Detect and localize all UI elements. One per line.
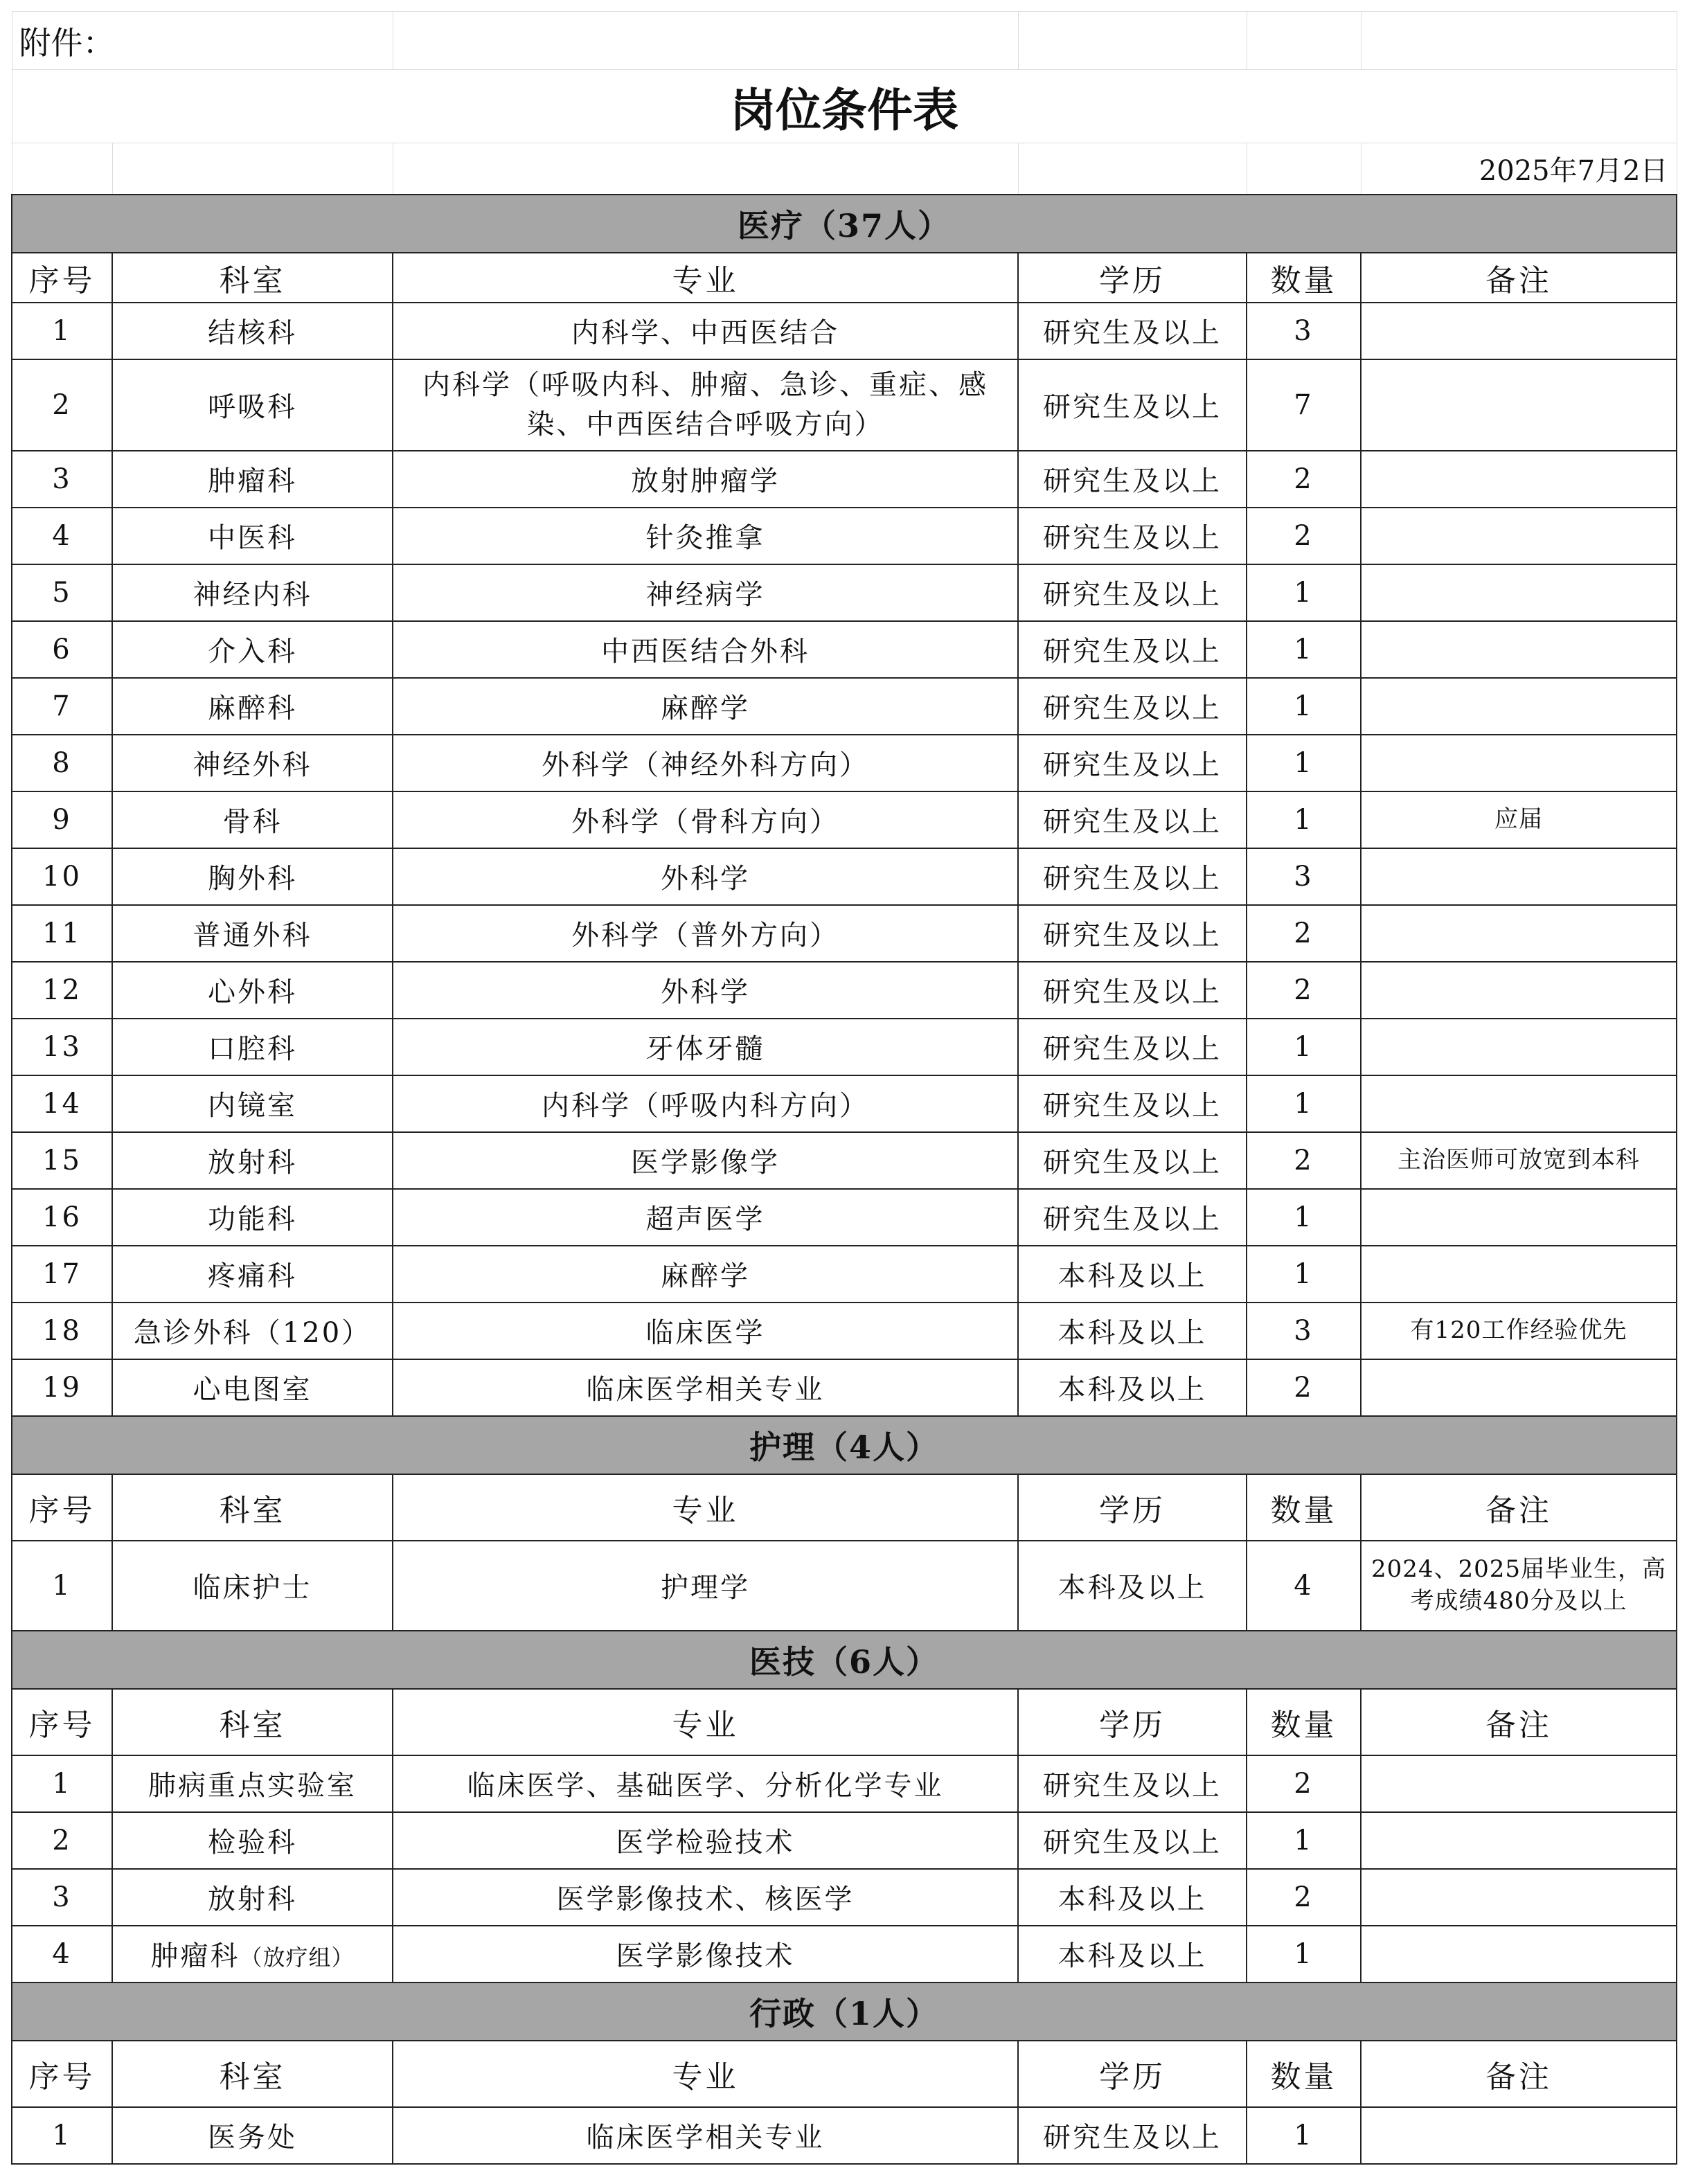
title-row	[12, 70, 1677, 143]
column-header: 科室	[112, 253, 393, 303]
column-header: 专业	[393, 1474, 1018, 1541]
cell-dept: 功能科	[112, 1189, 393, 1246]
table-row	[12, 1189, 1677, 1246]
table-row	[12, 735, 1677, 791]
table-row	[12, 1019, 1677, 1075]
cell-major: 内科学（呼吸内科方向）	[393, 1075, 1018, 1132]
cell-dept: 放射科	[112, 1132, 393, 1189]
cell-count: 3	[1247, 848, 1361, 905]
cell-major: 神经病学	[393, 564, 1018, 621]
cell-no: 4	[12, 508, 112, 564]
cell-edu: 研究生及以上	[1018, 1019, 1247, 1075]
table-row	[12, 508, 1677, 564]
cell-dept	[112, 1926, 393, 1982]
cell-no: 3	[12, 1869, 112, 1926]
cell-edu: 研究生及以上	[1018, 791, 1247, 848]
cell-dept: 放射科	[112, 1869, 393, 1926]
cell-no: 18	[12, 1303, 112, 1359]
cell-dept: 骨科	[112, 791, 393, 848]
column-header: 备注	[1361, 1474, 1677, 1541]
page-title: 岗位条件表	[12, 70, 1677, 143]
column-header: 数量	[1247, 1474, 1361, 1541]
attachment-label: 附件：	[12, 12, 393, 70]
table-row	[12, 1755, 1677, 1812]
table-row	[12, 564, 1677, 621]
cell-major: 外科学（骨科方向）	[393, 791, 1018, 848]
cell-edu: 本科及以上	[1018, 1246, 1247, 1303]
cell-no: 19	[12, 1359, 112, 1416]
column-header: 备注	[1361, 253, 1677, 303]
section-header	[12, 1982, 1677, 2041]
cell-dept: 疼痛科	[112, 1246, 393, 1303]
cell-no: 9	[12, 791, 112, 848]
cell-no: 1	[12, 1755, 112, 1812]
attachment-row	[12, 12, 1677, 70]
table-row	[12, 1303, 1677, 1359]
cell-major: 内科学（呼吸内科、肿瘤、急诊、重症、感染、中西医结合呼吸方向）	[393, 359, 1018, 451]
cell-note	[1361, 905, 1677, 962]
cell-count: 7	[1247, 359, 1361, 451]
cell-note	[1361, 1189, 1677, 1246]
cell-edu: 研究生及以上	[1018, 451, 1247, 508]
table-row	[12, 1075, 1677, 1132]
section-title: 医技（6人）	[12, 1631, 1677, 1689]
table-row	[12, 1132, 1677, 1189]
column-header: 科室	[112, 1474, 393, 1541]
cell-edu: 研究生及以上	[1018, 621, 1247, 678]
column-header: 学历	[1018, 253, 1247, 303]
table-row	[12, 1812, 1677, 1869]
table-row	[12, 1926, 1677, 1982]
table-row	[12, 848, 1677, 905]
cell-no: 3	[12, 451, 112, 508]
cell-edu: 研究生及以上	[1018, 1189, 1247, 1246]
table-row	[12, 1359, 1677, 1416]
cell-dept: 内镜室	[112, 1075, 393, 1132]
cell-edu: 研究生及以上	[1018, 848, 1247, 905]
cell-edu: 研究生及以上	[1018, 1755, 1247, 1812]
cell-note	[1361, 735, 1677, 791]
column-header: 专业	[393, 1689, 1018, 1755]
cell-no: 12	[12, 962, 112, 1019]
column-header: 备注	[1361, 2041, 1677, 2107]
cell-dept: 神经内科	[112, 564, 393, 621]
cell-note	[1361, 678, 1677, 735]
cell-no: 4	[12, 1926, 112, 1982]
column-header-row	[12, 253, 1677, 303]
cell-no: 8	[12, 735, 112, 791]
column-header-row	[12, 1474, 1677, 1541]
cell-note	[1361, 1869, 1677, 1926]
cell-count: 1	[1247, 2107, 1361, 2164]
cell-count: 2	[1247, 1755, 1361, 1812]
cell-note	[1361, 1075, 1677, 1132]
section-header	[12, 195, 1677, 253]
cell-dept: 心电图室	[112, 1359, 393, 1416]
cell-major: 临床医学相关专业	[393, 1359, 1018, 1416]
cell-dept: 检验科	[112, 1812, 393, 1869]
cell-major: 中西医结合外科	[393, 621, 1018, 678]
cell-edu: 研究生及以上	[1018, 359, 1247, 451]
cell-edu: 研究生及以上	[1018, 678, 1247, 735]
cell-note	[1361, 1755, 1677, 1812]
cell-major: 麻醉学	[393, 1246, 1018, 1303]
cell-dept: 麻醉科	[112, 678, 393, 735]
column-header: 学历	[1018, 2041, 1247, 2107]
cell-edu: 研究生及以上	[1018, 303, 1247, 359]
cell-edu: 研究生及以上	[1018, 564, 1247, 621]
column-header: 序号	[12, 1689, 112, 1755]
cell-no: 14	[12, 1075, 112, 1132]
cell-dept: 呼吸科	[112, 359, 393, 451]
section-header	[12, 1416, 1677, 1474]
cell-count: 2	[1247, 1132, 1361, 1189]
cell-edu: 研究生及以上	[1018, 1812, 1247, 1869]
table-row	[12, 791, 1677, 848]
column-header: 学历	[1018, 1474, 1247, 1541]
cell-dept: 普通外科	[112, 905, 393, 962]
cell-dept: 结核科	[112, 303, 393, 359]
cell-major: 医学影像学	[393, 1132, 1018, 1189]
recruitment-sheet	[11, 11, 1676, 2165]
column-header: 序号	[12, 1474, 112, 1541]
cell-edu: 本科及以上	[1018, 1359, 1247, 1416]
cell-major: 内科学、中西医结合	[393, 303, 1018, 359]
cell-note	[1361, 564, 1677, 621]
table-row	[12, 621, 1677, 678]
date-label: 2025年7月2日	[1361, 143, 1677, 195]
section-title: 护理（4人）	[12, 1416, 1677, 1474]
cell-note: 有120工作经验优先	[1361, 1303, 1677, 1359]
cell-count: 1	[1247, 1019, 1361, 1075]
cell-edu: 研究生及以上	[1018, 1075, 1247, 1132]
cell-count: 1	[1247, 1189, 1361, 1246]
cell-note	[1361, 508, 1677, 564]
cell-no: 5	[12, 564, 112, 621]
cell-no: 1	[12, 303, 112, 359]
cell-major: 医学影像技术、核医学	[393, 1869, 1018, 1926]
cell-edu: 研究生及以上	[1018, 962, 1247, 1019]
position-table	[11, 11, 1677, 2165]
table-row	[12, 962, 1677, 1019]
dept-suffix: （放疗组）	[240, 1944, 355, 1971]
cell-dept: 肿瘤科	[112, 451, 393, 508]
cell-major: 外科学（普外方向）	[393, 905, 1018, 962]
cell-major: 医学检验技术	[393, 1812, 1018, 1869]
cell-note	[1361, 1359, 1677, 1416]
cell-major: 临床医学	[393, 1303, 1018, 1359]
cell-count: 2	[1247, 1869, 1361, 1926]
column-header: 科室	[112, 2041, 393, 2107]
cell-major: 牙体牙髓	[393, 1019, 1018, 1075]
cell-dept: 介入科	[112, 621, 393, 678]
cell-note	[1361, 2107, 1677, 2164]
cell-edu: 研究生及以上	[1018, 508, 1247, 564]
table-row	[12, 678, 1677, 735]
cell-dept: 医务处	[112, 2107, 393, 2164]
cell-count: 2	[1247, 962, 1361, 1019]
cell-major: 放射肿瘤学	[393, 451, 1018, 508]
cell-count: 1	[1247, 791, 1361, 848]
cell-count: 1	[1247, 621, 1361, 678]
cell-major: 护理学	[393, 1541, 1018, 1631]
cell-no: 2	[12, 359, 112, 451]
cell-dept: 急诊外科（120）	[112, 1303, 393, 1359]
cell-edu: 研究生及以上	[1018, 735, 1247, 791]
cell-no: 7	[12, 678, 112, 735]
cell-no: 15	[12, 1132, 112, 1189]
cell-count: 2	[1247, 905, 1361, 962]
column-header-row	[12, 1689, 1677, 1755]
cell-major: 超声医学	[393, 1189, 1018, 1246]
cell-count: 1	[1247, 678, 1361, 735]
cell-no: 1	[12, 1541, 112, 1631]
cell-no: 2	[12, 1812, 112, 1869]
section-header	[12, 1631, 1677, 1689]
cell-major: 针灸推拿	[393, 508, 1018, 564]
cell-note	[1361, 848, 1677, 905]
cell-count: 2	[1247, 508, 1361, 564]
cell-note	[1361, 621, 1677, 678]
cell-no: 1	[12, 2107, 112, 2164]
cell-note: 应届	[1361, 791, 1677, 848]
table-row	[12, 1869, 1677, 1926]
cell-dept: 神经外科	[112, 735, 393, 791]
cell-major: 临床医学相关专业	[393, 2107, 1018, 2164]
column-header: 数量	[1247, 1689, 1361, 1755]
cell-no: 13	[12, 1019, 112, 1075]
cell-count: 1	[1247, 1812, 1361, 1869]
cell-no: 16	[12, 1189, 112, 1246]
cell-major: 外科学（神经外科方向）	[393, 735, 1018, 791]
cell-note: 主治医师可放宽到本科	[1361, 1132, 1677, 1189]
cell-dept: 口腔科	[112, 1019, 393, 1075]
cell-major: 外科学	[393, 962, 1018, 1019]
cell-dept: 中医科	[112, 508, 393, 564]
column-header: 学历	[1018, 1689, 1247, 1755]
cell-dept: 临床护士	[112, 1541, 393, 1631]
cell-edu: 研究生及以上	[1018, 1132, 1247, 1189]
column-header: 备注	[1361, 1689, 1677, 1755]
main-table-body	[12, 195, 1677, 2164]
cell-note	[1361, 303, 1677, 359]
cell-dept: 心外科	[112, 962, 393, 1019]
cell-major: 外科学	[393, 848, 1018, 905]
cell-count: 3	[1247, 303, 1361, 359]
cell-count: 1	[1247, 1075, 1361, 1132]
table-row	[12, 451, 1677, 508]
cell-note	[1361, 1926, 1677, 1982]
cell-count: 2	[1247, 1359, 1361, 1416]
table-row	[12, 2107, 1677, 2164]
cell-note	[1361, 1019, 1677, 1075]
cell-count: 1	[1247, 564, 1361, 621]
column-header: 专业	[393, 253, 1018, 303]
cell-edu: 本科及以上	[1018, 1303, 1247, 1359]
table-row	[12, 303, 1677, 359]
cell-edu: 本科及以上	[1018, 1869, 1247, 1926]
cell-count: 4	[1247, 1541, 1361, 1631]
table-row	[12, 359, 1677, 451]
cell-major: 医学影像技术	[393, 1926, 1018, 1982]
cell-major: 麻醉学	[393, 678, 1018, 735]
table-row	[12, 905, 1677, 962]
date-row	[12, 143, 1677, 195]
column-header: 数量	[1247, 2041, 1361, 2107]
cell-edu: 研究生及以上	[1018, 905, 1247, 962]
table-row	[12, 1246, 1677, 1303]
section-title: 医疗（37人）	[12, 195, 1677, 253]
column-header-row	[12, 2041, 1677, 2107]
cell-dept: 胸外科	[112, 848, 393, 905]
section-title: 行政（1人）	[12, 1982, 1677, 2041]
cell-count: 1	[1247, 735, 1361, 791]
cell-note	[1361, 962, 1677, 1019]
cell-major: 临床医学、基础医学、分析化学专业	[393, 1755, 1018, 1812]
cell-count: 3	[1247, 1303, 1361, 1359]
cell-no: 17	[12, 1246, 112, 1303]
cell-no: 6	[12, 621, 112, 678]
column-header: 专业	[393, 2041, 1018, 2107]
cell-edu: 研究生及以上	[1018, 2107, 1247, 2164]
cell-note	[1361, 359, 1677, 451]
column-header: 科室	[112, 1689, 393, 1755]
column-header: 序号	[12, 2041, 112, 2107]
cell-count: 1	[1247, 1926, 1361, 1982]
cell-dept: 肺病重点实验室	[112, 1755, 393, 1812]
column-header: 数量	[1247, 253, 1361, 303]
cell-no: 10	[12, 848, 112, 905]
cell-count: 2	[1247, 451, 1361, 508]
table-row	[12, 1541, 1677, 1631]
cell-note: 2024、2025届毕业生，高考成绩480分及以上	[1361, 1541, 1677, 1631]
column-header: 序号	[12, 253, 112, 303]
cell-edu: 本科及以上	[1018, 1541, 1247, 1631]
dept-name: 肿瘤科	[150, 1940, 240, 1972]
cell-note	[1361, 1246, 1677, 1303]
cell-note	[1361, 451, 1677, 508]
cell-count: 1	[1247, 1246, 1361, 1303]
cell-note	[1361, 1812, 1677, 1869]
cell-edu: 本科及以上	[1018, 1926, 1247, 1982]
cell-no: 11	[12, 905, 112, 962]
